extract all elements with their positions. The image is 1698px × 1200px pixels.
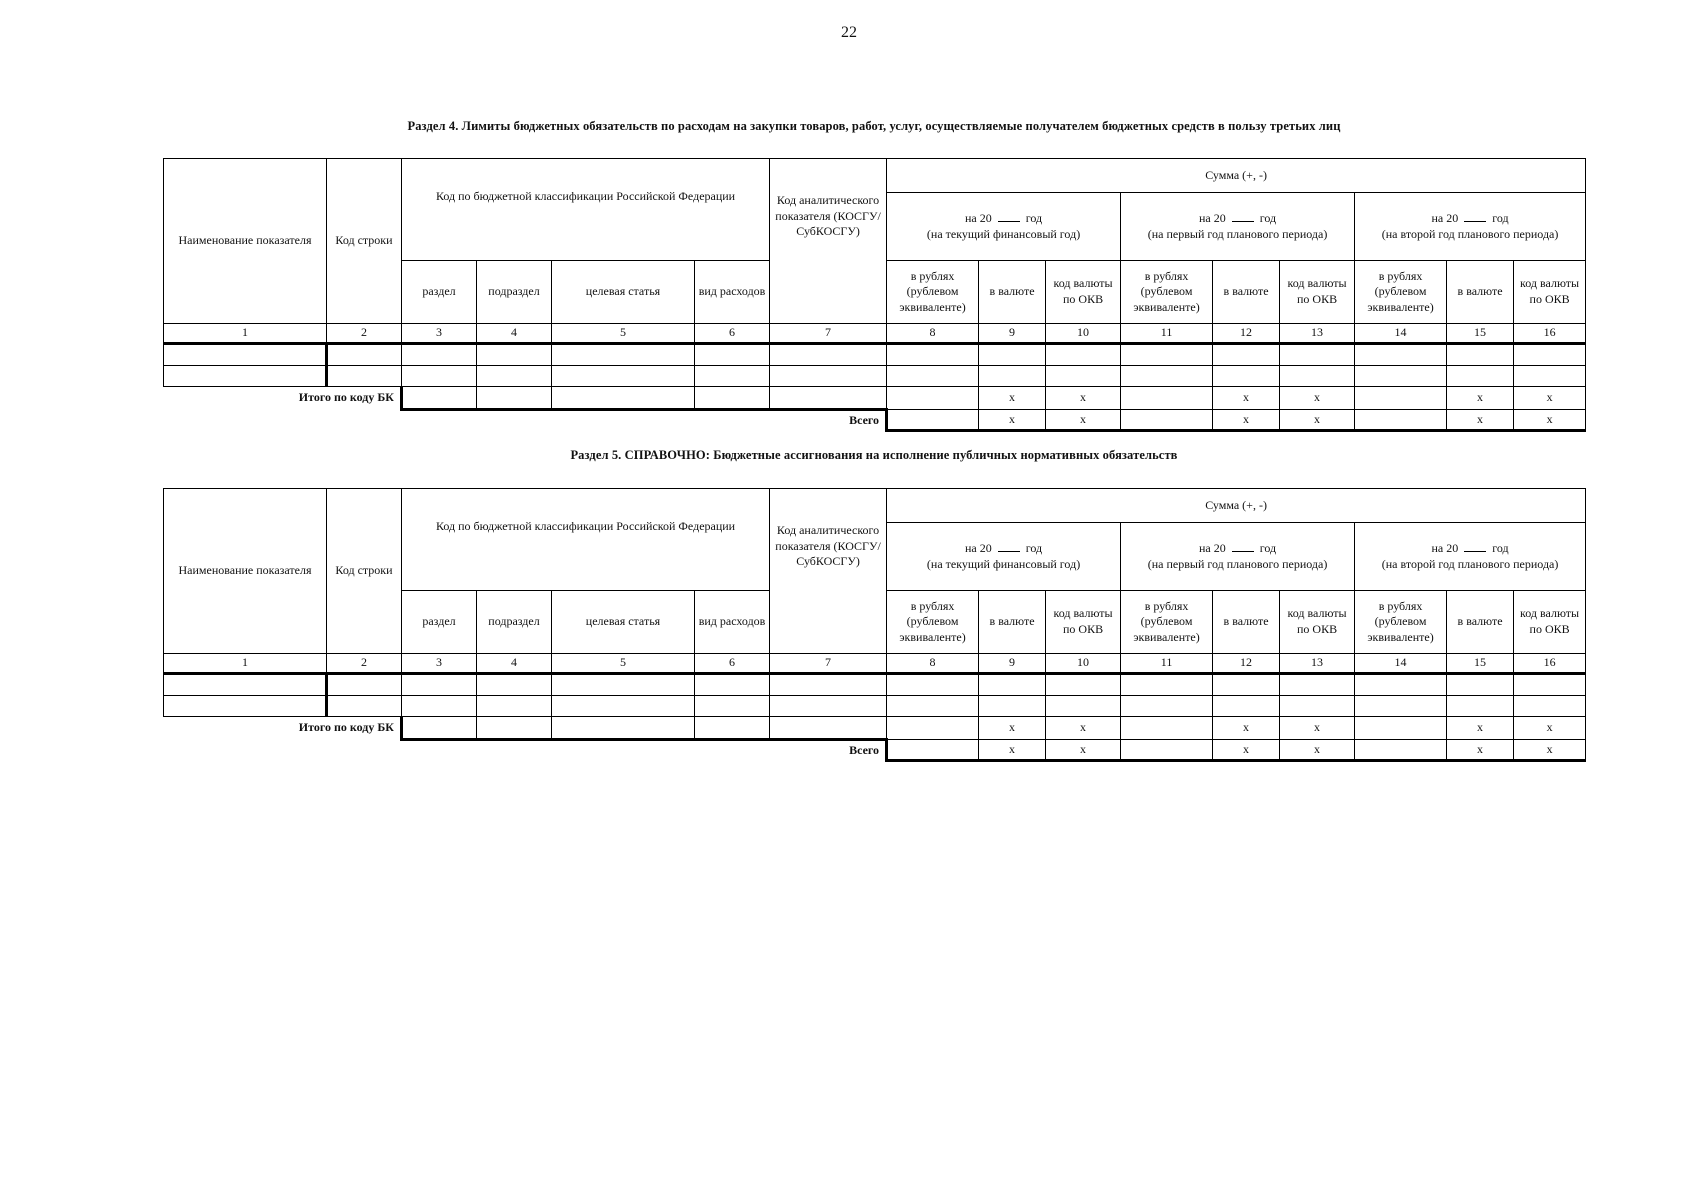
data-cell: [1121, 696, 1213, 717]
header-year-plan2: на 20 год (на второй год планового периода): [1355, 523, 1586, 591]
column-number: 12: [1213, 654, 1280, 674]
column-number: 11: [1121, 654, 1213, 674]
section-5-title: Раздел 5. СПРАВОЧНО: Бюджетные ассигнования на исполнение публичных нормативных обязательств: [570, 448, 1178, 462]
data-cell: [979, 344, 1046, 366]
grand-total-row: [164, 740, 1586, 761]
data-cell: [1355, 344, 1447, 366]
header-bk-group: Код по бюджетной классификации Российской Федерации: [402, 489, 770, 591]
header-subsection: подраздел: [477, 591, 552, 654]
table-row: [164, 674, 1586, 696]
data-cell: [1121, 387, 1213, 410]
column-number: 6: [695, 324, 770, 344]
header-year-plan2: на 20 год (на второй год планового периода): [1355, 193, 1586, 261]
header-name: Наименование показателя: [164, 159, 327, 324]
grand-total-row: [164, 410, 1586, 431]
data-cell: [164, 696, 327, 717]
data-cell: [979, 366, 1046, 387]
data-cell: [770, 366, 887, 387]
data-cell: [887, 696, 979, 717]
column-number: 10: [1046, 654, 1121, 674]
x-mark: х: [1447, 410, 1514, 431]
data-cell: [770, 387, 887, 410]
data-cell: [164, 674, 327, 696]
header-rub: в рублях (рублевом эквиваленте): [1355, 591, 1447, 654]
header-currency: в валюте: [979, 261, 1046, 324]
header-year-plan1: на 20 год (на первый год планового периода): [1121, 193, 1355, 261]
data-cell: [1280, 696, 1355, 717]
x-mark: х: [1046, 410, 1121, 431]
data-cell: [402, 674, 477, 696]
data-cell: [695, 344, 770, 366]
data-cell: [1514, 674, 1586, 696]
header-currency: в валюте: [979, 591, 1046, 654]
column-number: 15: [1447, 654, 1514, 674]
data-cell: [695, 366, 770, 387]
data-cell: [1355, 674, 1447, 696]
column-number: 13: [1280, 324, 1355, 344]
data-cell: [1213, 344, 1280, 366]
column-number: 1: [164, 654, 327, 674]
column-number: 3: [402, 654, 477, 674]
data-cell: [1514, 344, 1586, 366]
data-cell: [695, 717, 770, 740]
data-cell: [1355, 387, 1447, 410]
x-mark: х: [1514, 410, 1586, 431]
data-cell: [1121, 740, 1213, 761]
header-row-code: Код строки: [327, 159, 402, 324]
data-cell: [164, 344, 327, 366]
data-cell: [164, 366, 327, 387]
data-cell: [552, 717, 695, 740]
data-cell: [1514, 366, 1586, 387]
bk-total-label: Итого по коду БК: [164, 717, 402, 740]
column-number: 16: [1514, 654, 1586, 674]
column-number: 6: [695, 654, 770, 674]
x-mark: х: [979, 387, 1046, 410]
header-expense-type: вид расходов: [695, 591, 770, 654]
data-cell: [1355, 696, 1447, 717]
x-mark: х: [979, 410, 1046, 431]
data-cell: [887, 740, 979, 761]
header-rub: в рублях (рублевом эквиваленте): [887, 591, 979, 654]
data-cell: [770, 696, 887, 717]
data-cell: [1280, 366, 1355, 387]
table-row: [164, 344, 1586, 366]
header-year-current: на 20 год (на текущий финансовый год): [887, 193, 1121, 261]
data-cell: [1213, 674, 1280, 696]
x-mark: х: [1514, 387, 1586, 410]
column-number: 2: [327, 324, 402, 344]
x-mark: х: [1280, 740, 1355, 761]
data-cell: [477, 387, 552, 410]
data-cell: [1280, 674, 1355, 696]
data-cell: [1447, 344, 1514, 366]
data-cell: [1355, 717, 1447, 740]
section-5-table: [163, 488, 1586, 762]
x-mark: х: [1213, 717, 1280, 740]
data-cell: [887, 387, 979, 410]
header-okv: код валюты по ОКВ: [1514, 261, 1586, 324]
data-cell: [402, 696, 477, 717]
data-cell: [1514, 696, 1586, 717]
column-number: 7: [770, 324, 887, 344]
data-cell: [477, 717, 552, 740]
data-cell: [979, 696, 1046, 717]
header-year-plan1: на 20 год (на первый год планового периода): [1121, 523, 1355, 591]
bk-total-row: [164, 717, 1586, 740]
data-cell: [1046, 344, 1121, 366]
column-number: 5: [552, 324, 695, 344]
data-cell: [1121, 366, 1213, 387]
data-cell: [695, 696, 770, 717]
column-number: 3: [402, 324, 477, 344]
column-number: 10: [1046, 324, 1121, 344]
column-number: 9: [979, 324, 1046, 344]
column-number: 11: [1121, 324, 1213, 344]
header-rub: в рублях (рублевом эквиваленте): [1355, 261, 1447, 324]
header-okv: код валюты по ОКВ: [1280, 261, 1355, 324]
data-cell: [1355, 366, 1447, 387]
x-mark: х: [1280, 410, 1355, 431]
x-mark: х: [1213, 410, 1280, 431]
header-sum-group: Сумма (+, -): [887, 159, 1586, 193]
x-mark: х: [1280, 387, 1355, 410]
data-cell: [477, 344, 552, 366]
column-number: 1: [164, 324, 327, 344]
data-cell: [552, 696, 695, 717]
grand-total-label: Всего: [164, 740, 887, 761]
x-mark: х: [1447, 740, 1514, 761]
data-cell: [402, 366, 477, 387]
page-number: 22: [841, 24, 857, 41]
x-mark: х: [1514, 717, 1586, 740]
data-cell: [1121, 674, 1213, 696]
column-number: 8: [887, 654, 979, 674]
header-target-article: целевая статья: [552, 261, 695, 324]
table-row: [164, 366, 1586, 387]
header-okv: код валюты по ОКВ: [1514, 591, 1586, 654]
x-mark: х: [1514, 740, 1586, 761]
x-mark: х: [1447, 717, 1514, 740]
data-cell: [1280, 344, 1355, 366]
column-number: 2: [327, 654, 402, 674]
data-cell: [695, 387, 770, 410]
data-cell: [552, 387, 695, 410]
table-row: [164, 696, 1586, 717]
header-section: раздел: [402, 261, 477, 324]
header-currency: в валюте: [1213, 591, 1280, 654]
data-cell: [1121, 717, 1213, 740]
data-cell: [477, 366, 552, 387]
x-mark: х: [1447, 387, 1514, 410]
column-number: 14: [1355, 324, 1447, 344]
header-analytic-code: Код аналитического показателя (КОСГУ/ СубКОСГУ): [770, 159, 887, 324]
header-analytic-code: Код аналитического показателя (КОСГУ/ СубКОСГУ): [770, 489, 887, 654]
data-cell: [477, 674, 552, 696]
data-cell: [1447, 366, 1514, 387]
column-number: 16: [1514, 324, 1586, 344]
data-cell: [327, 696, 402, 717]
x-mark: х: [979, 740, 1046, 761]
data-cell: [887, 344, 979, 366]
grand-total-label: Всего: [164, 410, 887, 431]
column-number: 14: [1355, 654, 1447, 674]
data-cell: [1046, 366, 1121, 387]
header-year-current: на 20 год (на текущий финансовый год): [887, 523, 1121, 591]
header-row-code: Код строки: [327, 489, 402, 654]
header-sum-group: Сумма (+, -): [887, 489, 1586, 523]
column-number: 12: [1213, 324, 1280, 344]
x-mark: х: [1213, 740, 1280, 761]
data-cell: [887, 674, 979, 696]
header-name: Наименование показателя: [164, 489, 327, 654]
data-cell: [402, 387, 477, 410]
data-cell: [887, 410, 979, 431]
data-cell: [402, 717, 477, 740]
column-number: 7: [770, 654, 887, 674]
data-cell: [1447, 696, 1514, 717]
section-4-table: [163, 158, 1586, 432]
column-number: 5: [552, 654, 695, 674]
data-cell: [402, 344, 477, 366]
data-cell: [770, 344, 887, 366]
column-number: 4: [477, 654, 552, 674]
section-4-title: Раздел 4. Лимиты бюджетных обязательств по расходам на закупки товаров, работ, услуг, осуществляемые получателем бюджетных средств в пользу третьих лиц: [407, 119, 1341, 133]
column-number-row: [164, 324, 1586, 344]
data-cell: [327, 674, 402, 696]
data-cell: [1447, 674, 1514, 696]
data-cell: [477, 696, 552, 717]
column-number: 13: [1280, 654, 1355, 674]
header-rub: в рублях (рублевом эквиваленте): [887, 261, 979, 324]
data-cell: [552, 674, 695, 696]
data-cell: [1213, 696, 1280, 717]
data-cell: [1121, 410, 1213, 431]
x-mark: х: [979, 717, 1046, 740]
data-cell: [887, 717, 979, 740]
header-currency: в валюте: [1447, 591, 1514, 654]
header-subsection: подраздел: [477, 261, 552, 324]
header-okv: код валюты по ОКВ: [1046, 591, 1121, 654]
header-rub: в рублях (рублевом эквиваленте): [1121, 261, 1213, 324]
data-cell: [887, 366, 979, 387]
bk-total-row: [164, 387, 1586, 410]
header-currency: в валюте: [1213, 261, 1280, 324]
column-number: 9: [979, 654, 1046, 674]
data-cell: [327, 344, 402, 366]
header-currency: в валюте: [1447, 261, 1514, 324]
header-expense-type: вид расходов: [695, 261, 770, 324]
x-mark: х: [1046, 740, 1121, 761]
data-cell: [327, 366, 402, 387]
data-cell: [1046, 674, 1121, 696]
x-mark: х: [1280, 717, 1355, 740]
data-cell: [1355, 740, 1447, 761]
header-rub: в рублях (рублевом эквиваленте): [1121, 591, 1213, 654]
header-bk-group: Код по бюджетной классификации Российской Федерации: [402, 159, 770, 261]
data-cell: [979, 674, 1046, 696]
column-number: 8: [887, 324, 979, 344]
data-cell: [552, 344, 695, 366]
header-okv: код валюты по ОКВ: [1046, 261, 1121, 324]
data-cell: [1355, 410, 1447, 431]
bk-total-label: Итого по коду БК: [164, 387, 402, 410]
data-cell: [1121, 344, 1213, 366]
column-number: 4: [477, 324, 552, 344]
data-cell: [695, 674, 770, 696]
header-target-article: целевая статья: [552, 591, 695, 654]
column-number-row: [164, 654, 1586, 674]
header-section: раздел: [402, 591, 477, 654]
data-cell: [1213, 366, 1280, 387]
header-okv: код валюты по ОКВ: [1280, 591, 1355, 654]
x-mark: х: [1046, 387, 1121, 410]
data-cell: [770, 674, 887, 696]
data-cell: [770, 717, 887, 740]
data-cell: [1046, 696, 1121, 717]
data-cell: [552, 366, 695, 387]
x-mark: х: [1213, 387, 1280, 410]
x-mark: х: [1046, 717, 1121, 740]
column-number: 15: [1447, 324, 1514, 344]
